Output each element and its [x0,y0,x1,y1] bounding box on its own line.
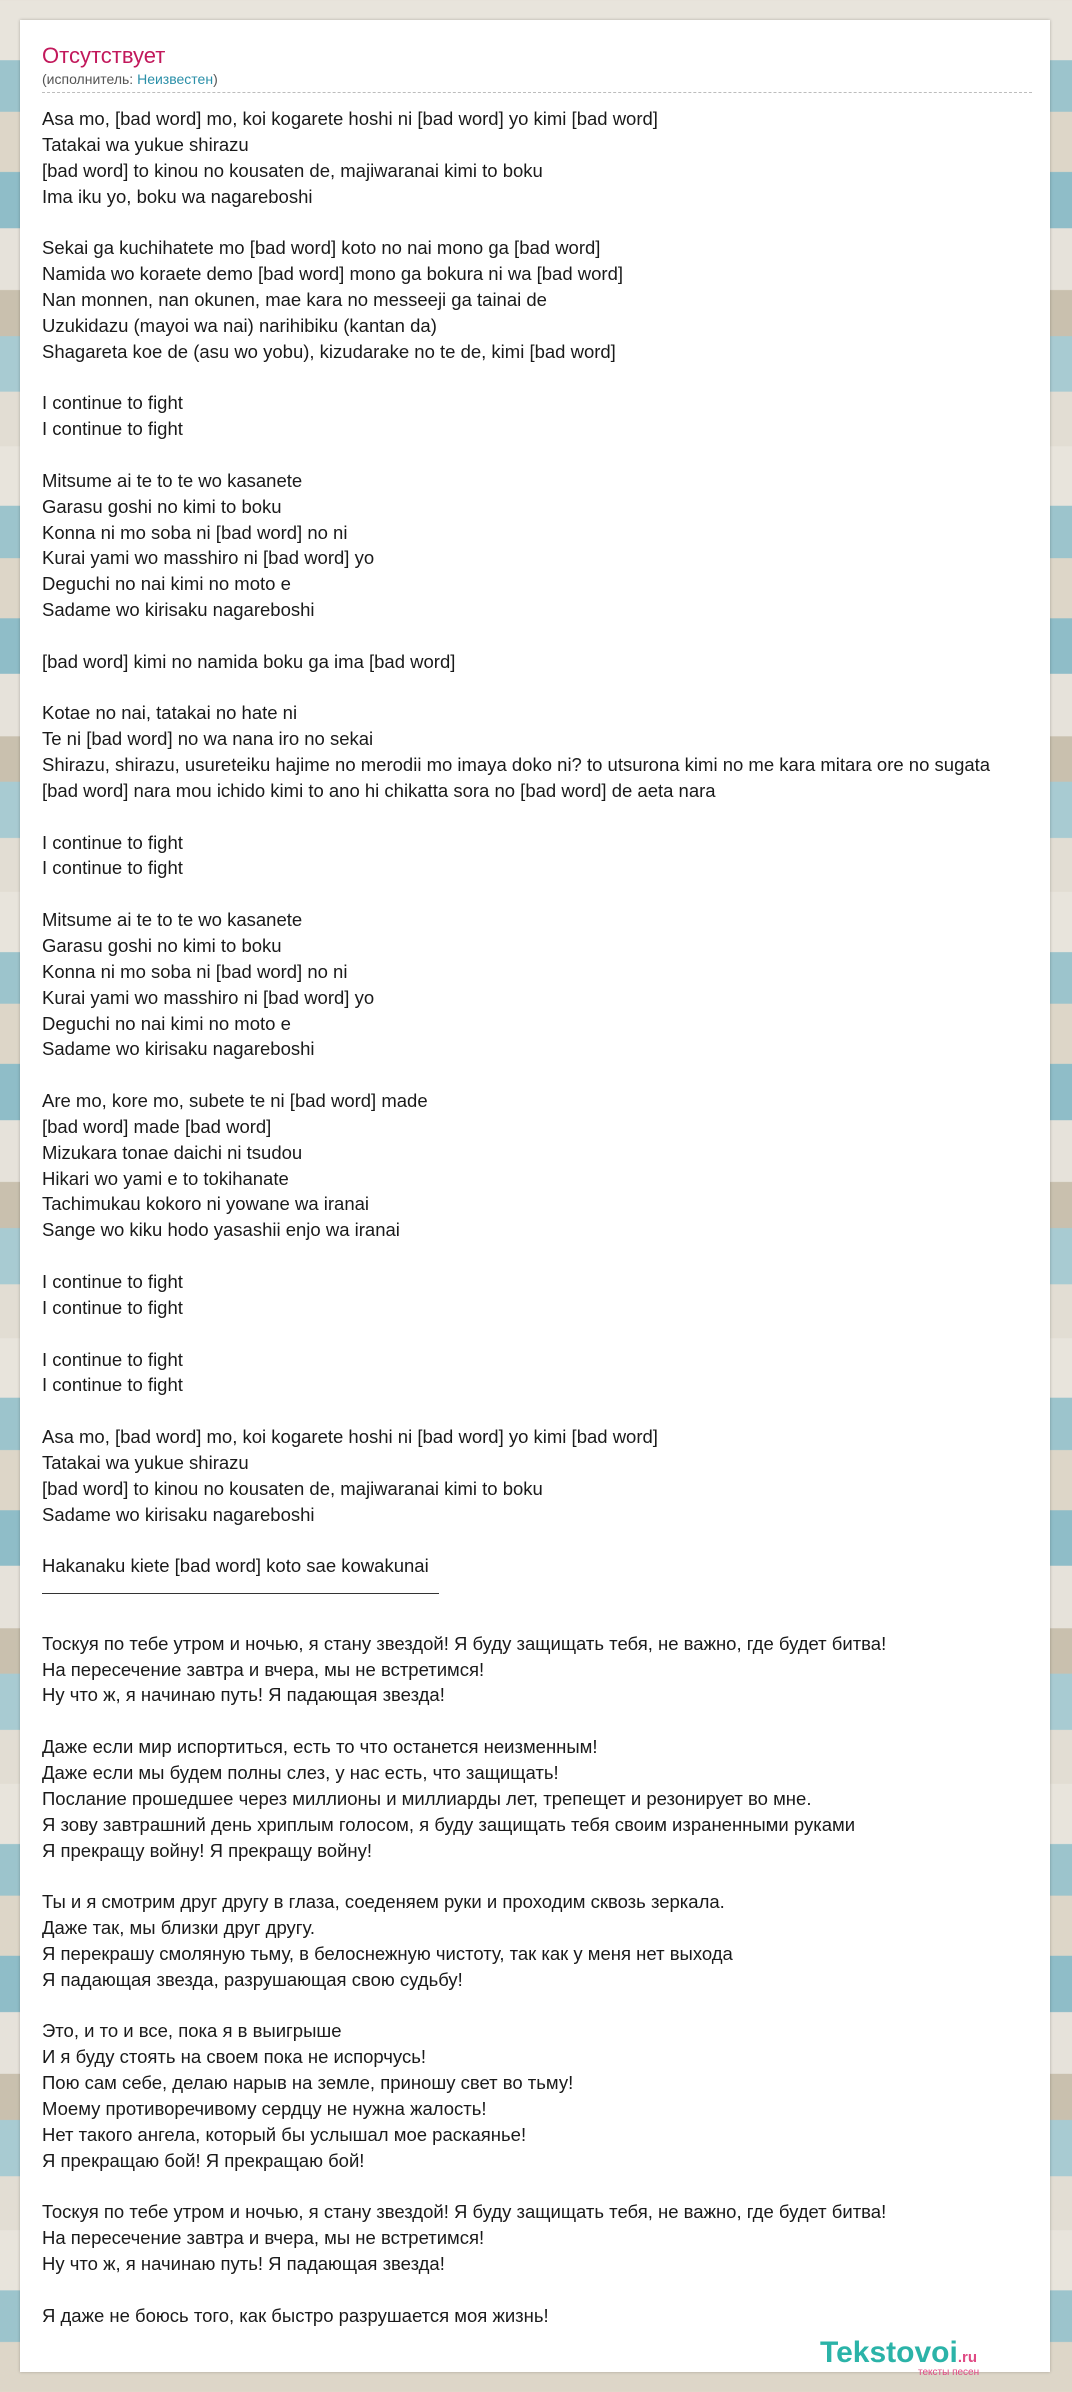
lyrics-blank-line [42,804,1072,830]
lyrics-blank-line [42,675,1072,701]
site-logo[interactable] [820,2338,979,2378]
lyrics-separator [42,1579,1072,1605]
lyrics-card [20,20,1050,2372]
lyrics-line: Я прекращаю бой! Я прекращаю бой! [42,2149,365,2171]
lyrics-line: Garasu goshi no kimi to boku [42,495,282,517]
lyrics-line: Hakanaku kiete [bad word] koto sae kowakunai [42,1555,429,1577]
lyrics-line: На пересечение завтра и вчера, мы не встретимся! [42,2227,485,2249]
lyrics-line: Uzukidazu (mayoi wa nai) narihibiku (kantan da) [42,314,437,336]
lyrics-line: Я даже не боюсь того, как быстро разрушается моя жизнь! [42,2304,549,2326]
lyrics-line: Shirazu, shirazu, usureteiku hajime no merodii mo imaya doko ni? to utsurona kimi no me kara mitara ore no sugata [42,754,991,776]
lyrics-blank-line [42,364,1072,390]
lyrics-line: Tatakai wa yukue shirazu [42,133,249,155]
lyrics-line: Asa mo, [bad word] mo, koi kogarete hoshi ni [bad word] yo kimi [bad word] [42,1426,658,1448]
lyrics-blank-line [42,1062,1072,1088]
artist-link[interactable]: Неизвестен [137,71,214,87]
lyrics-blank-line [42,1321,1072,1347]
lyrics-line: Deguchi no nai kimi no moto e [42,573,291,595]
lyrics-line: Нет такого ангела, который бы услышал мое раскаянье! [42,2123,527,2145]
lyrics-line: Это, и то и все, пока я в выигрыше [42,2020,342,2042]
lyrics-line: Послание прошедшее через миллионы и миллиарды лет, трепещет и резонирует во мне. [42,1787,812,1809]
lyrics-line: Я прекращу войну! Я прекращу войну! [42,1839,373,1861]
lyrics-line: Sekai ga kuchihatete mo [bad word] koto no nai mono ga [bad word] [42,237,601,259]
lyrics-line: Asa mo, [bad word] mo, koi kogarete hoshi ni [bad word] yo kimi [bad word] [42,108,658,129]
lyrics-blank-line [42,209,1072,235]
lyrics-blank-line [42,1993,1072,2019]
lyrics-line: Te ni [bad word] no wa nana iro no sekai [42,728,374,750]
logo-tagline: тексты песен [918,2367,980,2378]
lyrics-line: [bad word] kimi no namida boku ga ima [bad word] [42,650,456,672]
artist-prefix: (исполнитель: [42,71,138,87]
lyrics-line: I continue to fight [42,418,183,440]
lyrics-line: Я падающая звезда, разрушающая свою судьбу! [42,1968,463,1990]
lyrics-line: Тоскуя по тебе утром и ночью, я стану звездой! Я буду защищать тебя, не важно, где будет битва! [42,2201,887,2223]
lyrics-line: Kurai yami wo masshiro ni [bad word] yo [42,547,375,569]
lyrics-line: На пересечение завтра и вчера, мы не встретимся! [42,1658,485,1680]
lyrics-blank-line [42,1708,1072,1734]
lyrics-line: Пою сам себе, делаю нарыв на земле, приношу свет во тьму! [42,2072,574,2094]
song-title: Отсутствует [42,43,166,68]
lyrics-line: Kurai yami wo masshiro ni [bad word] yo [42,986,375,1008]
lyrics-blank-line [42,442,1072,468]
lyrics-line: I continue to fight [42,857,183,879]
lyrics-line: Tatakai wa yukue shirazu [42,1451,249,1473]
lyrics-line: [bad word] made [bad word] [42,1115,272,1137]
lyrics-line: [bad word] to kinou no kousaten de, majiwaranai kimi to boku [42,1477,543,1499]
separator-line [42,1579,439,1594]
lyrics-line: Konna ni mo soba ni [bad word] no ni [42,521,348,543]
lyrics-line: I continue to fight [42,1374,183,1396]
lyrics-line: Ну что ж, я начинаю путь! Я падающая звезда! [42,2253,445,2275]
lyrics-line: Даже так, мы близки друг другу. [42,1917,316,1939]
lyrics-line: I continue to fight [42,1348,183,1370]
lyrics-line: Garasu goshi no kimi to boku [42,935,282,956]
lyrics-blank-line [42,1243,1072,1269]
lyrics-blank-line [42,2277,1072,2303]
lyrics-line: Sadame wo kirisaku nagareboshi [42,1503,315,1525]
lyrics-line: Mizukara tonae daichi ni tsudou [42,1141,303,1163]
lyrics-line: Sadame wo kirisaku nagareboshi [42,1038,315,1060]
lyrics-line: Mitsume ai te to te wo kasanete [42,469,303,491]
lyrics-line: Ты и я смотрим друг другу в глаза, соеденяем руки и проходим сквозь зеркала. [42,1891,725,1913]
lyrics-line: Nan monnen, nan okunen, mae kara no messeeji ga tainai de [42,288,547,310]
lyrics-blank-line [42,1605,1072,1631]
lyrics-line: Моему противоречивому сердцу не нужна жалость! [42,2097,487,2119]
lyrics-line: [bad word] nara mou ichido kimi to ano hi chikatta sora no [bad word] de aeta nara [42,779,716,801]
lyrics-blank-line [42,1863,1072,1889]
lyrics-line: Deguchi no nai kimi no moto e [42,1012,291,1034]
lyrics-line: Даже если мы будем полны слез, у нас есть, что защищать! [42,1762,559,1783]
lyrics-line: Ima iku yo, boku wa nagareboshi [42,185,313,207]
lyrics-line: I continue to fight [42,392,183,414]
lyrics-line: Kotae no nai, tatakai no hate ni [42,702,298,724]
lyrics-line: Shagareta koe de (asu wo yobu), kizudarake no te de, kimi [bad word] [42,340,616,362]
lyrics-line: Mitsume ai te to te wo kasanete [42,909,303,931]
song-header [42,42,1032,93]
lyrics-blank-line [42,623,1072,649]
lyrics-blank-line [42,881,1072,907]
lyrics-line: [bad word] to kinou no kousaten de, majiwaranai kimi to boku [42,159,543,181]
lyrics-line: Are mo, kore mo, subete te ni [bad word] made [42,1090,428,1112]
lyrics-line: Konna ni mo soba ni [bad word] no ni [42,960,348,982]
lyrics-line: Я перекрашу смоляную тьму, в белоснежную чистоту, так как у меня нет выхода [42,1942,733,1964]
lyrics-body [42,106,1072,2329]
lyrics-line: Hikari wo yami e to tokihanate [42,1167,289,1189]
song-meta [42,70,1032,88]
lyrics-line: I continue to fight [42,1296,183,1318]
lyrics-blank-line [42,1398,1072,1424]
logo-name: Tekstovoi [820,2336,958,2369]
lyrics-line: Ну что ж, я начинаю путь! Я падающая звезда! [42,1684,445,1706]
lyrics-line: Sange wo kiku hodo yasashii enjo wa iranai [42,1219,400,1241]
lyrics-line: Sadame wo kirisaku nagareboshi [42,599,315,621]
lyrics-line: Тоскуя по тебе утром и ночью, я стану звездой! Я буду защищать тебя, не важно, где будет битва! [42,1632,887,1654]
lyrics-line: Даже если мир испортиться, есть то что останется неизменным! [42,1736,598,1758]
lyrics-line: Я зову завтрашний день хриплым голосом, я буду защищать тебя своим израненными руками [42,1813,856,1835]
logo-tld: .ru [957,2349,977,2366]
lyrics-line: Tachimukau kokoro ni yowane wa iranai [42,1193,370,1215]
lyrics-line: I continue to fight [42,831,183,853]
lyrics-line: Namida wo koraete demo [bad word] mono ga bokura ni wa [bad word] [42,263,624,285]
lyrics-blank-line [42,2174,1072,2200]
lyrics-blank-line [42,1527,1072,1553]
lyrics-line: И я буду стоять на своем пока не испорчусь! [42,2046,426,2068]
lyrics-line: I continue to fight [42,1270,183,1292]
artist-suffix: ) [213,71,218,87]
